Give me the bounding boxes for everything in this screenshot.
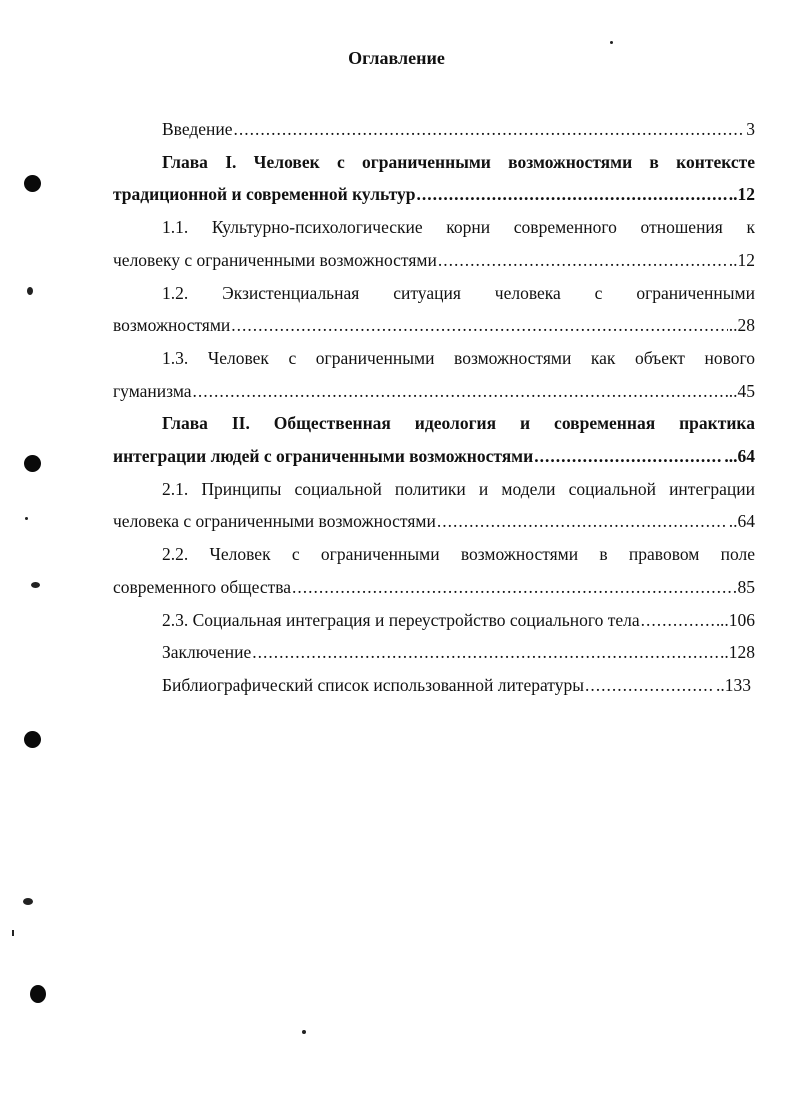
dot-leader xyxy=(231,309,727,342)
toc-entry-line1: 2.2. Человек с ограниченными возможностями в правовом поле xyxy=(162,544,755,565)
punch-hole-mark xyxy=(24,731,41,748)
scan-speck xyxy=(23,898,33,905)
toc-page-number: ..45 xyxy=(728,380,755,401)
toc-page-number: ..12 xyxy=(728,184,755,205)
scan-speck xyxy=(25,517,28,520)
dot-leader xyxy=(234,113,746,146)
toc-entry-section-2-1 xyxy=(113,473,755,538)
toc-entry-text: 2.3. Социальная интеграция и переустройство социального тела xyxy=(162,609,640,630)
dot-leader xyxy=(292,571,736,604)
dot-leader xyxy=(437,505,728,538)
dot-leader xyxy=(641,604,719,637)
toc-page-number: ..128 xyxy=(720,642,755,663)
toc-entry-line2: возможностями xyxy=(113,315,231,336)
dot-leader xyxy=(585,669,715,702)
page-title: Оглавление xyxy=(348,48,445,68)
dot-leader xyxy=(252,636,719,669)
toc-entry-section-1-3 xyxy=(113,342,755,407)
toc-entry-line1: 1.2. Экзистенциальная ситуация человека с ограниченными xyxy=(162,282,755,303)
toc-entry-section-2-2 xyxy=(113,538,755,603)
punch-hole-mark xyxy=(30,985,46,1003)
toc-entry-text: Введение xyxy=(162,119,233,139)
scan-speck xyxy=(610,41,613,44)
toc-entry-bibliography xyxy=(113,669,755,702)
scan-speck xyxy=(27,287,33,295)
toc-entry-line2: традиционной и современной культур xyxy=(113,184,416,205)
toc-entry-section-1-1 xyxy=(113,211,755,276)
toc-entry-chapter-1 xyxy=(113,146,755,211)
toc-entry-text: Библиографический список использованной литературы xyxy=(162,674,584,695)
toc-entry-line2: человека с ограниченными возможностями xyxy=(113,511,436,532)
toc-page-number: ...64 xyxy=(724,446,755,467)
toc-entry-line1: 1.1. Культурно-психологические корни современного отношения к xyxy=(162,217,755,238)
toc-page-number: ..106 xyxy=(720,609,755,630)
punch-hole-mark xyxy=(24,455,41,472)
dot-leader xyxy=(193,375,728,408)
dot-leader xyxy=(438,244,728,277)
toc-entry-introduction xyxy=(113,113,755,146)
toc-entry-line1: Глава I. Человек с ограниченными возможностями в контексте xyxy=(162,151,755,172)
toc-page-number: ..28 xyxy=(728,315,755,336)
dot-leader xyxy=(534,440,723,473)
toc-entry-line2: человеку с ограниченными возможностями xyxy=(113,249,437,270)
toc-entry-chapter-2 xyxy=(113,407,755,472)
scan-speck xyxy=(12,930,14,936)
toc-entry-conclusion xyxy=(113,636,755,669)
toc-page-number: ..133 xyxy=(716,674,751,695)
punch-hole-mark xyxy=(24,175,41,192)
toc-entry-section-1-2 xyxy=(113,277,755,342)
scan-speck xyxy=(31,582,40,588)
toc-page-number: ..64 xyxy=(728,511,755,532)
dot-leader xyxy=(416,178,727,211)
toc-entry-line2: интеграции людей с ограниченными возможностями xyxy=(113,446,534,467)
toc-entry-line2: гуманизма xyxy=(113,380,192,401)
toc-entry-line2: современного общества xyxy=(113,576,292,597)
toc-entry-text: Заключение xyxy=(162,642,252,663)
toc-entry-line1: Глава II. Общественная идеология и современная практика xyxy=(162,413,755,434)
toc-page-number: 85 xyxy=(737,576,755,597)
toc-page-number: 3 xyxy=(746,119,755,139)
scan-speck xyxy=(302,1030,306,1034)
toc-entry-section-2-3 xyxy=(113,604,755,637)
toc-entry-line1: 1.3. Человек с ограниченными возможностями как объект нового xyxy=(162,347,755,368)
toc-entry-line1: 2.1. Принципы социальной политики и модели социальной интеграции xyxy=(162,478,755,499)
toc-page-number: ..12 xyxy=(728,249,755,270)
table-of-contents xyxy=(113,113,755,702)
